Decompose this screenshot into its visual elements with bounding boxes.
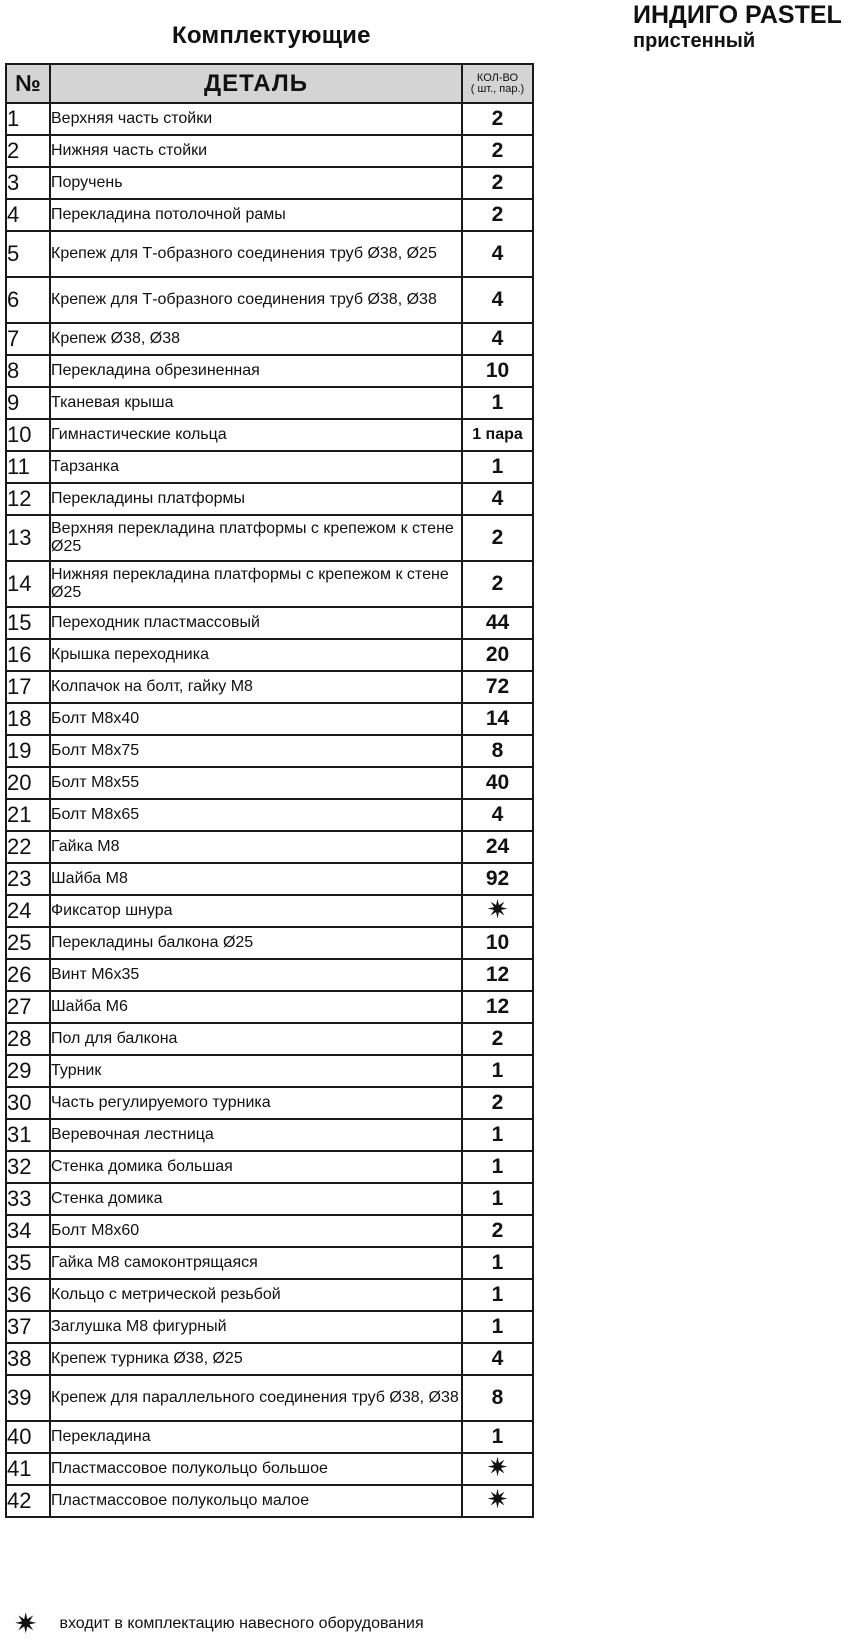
table-row	[6, 1375, 533, 1421]
part-name: Верхняя перекладина платформы с крепежом к стене Ø25	[50, 515, 462, 561]
part-quantity: 10	[462, 355, 533, 387]
row-number: 30	[6, 1087, 50, 1119]
part-name: Болт М8х75	[50, 735, 462, 767]
row-number: 20	[6, 767, 50, 799]
row-number: 26	[6, 959, 50, 991]
table-row	[6, 561, 533, 607]
part-name: Стенка домика большая	[50, 1151, 462, 1183]
part-name: Верхняя часть стойки	[50, 103, 462, 135]
table-row	[6, 607, 533, 639]
part-quantity: 2	[462, 561, 533, 607]
table-row	[6, 671, 533, 703]
part-quantity: 2	[462, 103, 533, 135]
table-row	[6, 199, 533, 231]
part-quantity: 1	[462, 1247, 533, 1279]
table-row	[6, 103, 533, 135]
row-number: 14	[6, 561, 50, 607]
table-row	[6, 863, 533, 895]
part-name: Пластмассовое полукольцо большое	[50, 1453, 462, 1485]
part-quantity: 2	[462, 167, 533, 199]
row-number: 15	[6, 607, 50, 639]
part-name: Крепеж турника Ø38, Ø25	[50, 1343, 462, 1375]
table-header-row	[6, 64, 533, 103]
part-quantity: 4	[462, 483, 533, 515]
row-number: 10	[6, 419, 50, 451]
row-number: 8	[6, 355, 50, 387]
part-name: Нижняя часть стойки	[50, 135, 462, 167]
part-name: Стенка домика	[50, 1183, 462, 1215]
part-quantity: 1	[462, 1183, 533, 1215]
row-number: 23	[6, 863, 50, 895]
part-quantity: 4	[462, 1343, 533, 1375]
row-number: 12	[6, 483, 50, 515]
part-quantity: 2	[462, 1215, 533, 1247]
part-quantity: 12	[462, 959, 533, 991]
part-name: Заглушка М8 фигурный	[50, 1311, 462, 1343]
table-row	[6, 1421, 533, 1453]
row-number: 40	[6, 1421, 50, 1453]
header-part: ДЕТАЛЬ	[50, 64, 462, 103]
part-quantity: 72	[462, 671, 533, 703]
part-quantity: 92	[462, 863, 533, 895]
row-number: 41	[6, 1453, 50, 1485]
part-quantity: 1	[462, 1311, 533, 1343]
row-number: 19	[6, 735, 50, 767]
row-number: 38	[6, 1343, 50, 1375]
row-number: 27	[6, 991, 50, 1023]
row-number: 18	[6, 703, 50, 735]
row-number: 2	[6, 135, 50, 167]
part-quantity: 1	[462, 1421, 533, 1453]
star-icon: ✷	[486, 1451, 509, 1482]
brand-name: ИНДИГО PASTEL	[633, 1, 842, 29]
part-name: Пластмассовое полукольцо малое	[50, 1485, 462, 1517]
part-quantity: 2	[462, 135, 533, 167]
row-number: 24	[6, 895, 50, 927]
part-name: Шайба М6	[50, 991, 462, 1023]
row-number: 29	[6, 1055, 50, 1087]
part-name: Крепеж для Т-образного соединения труб Ø38, Ø38	[50, 277, 462, 323]
part-quantity: 1	[462, 1055, 533, 1087]
part-name: Веревочная лестница	[50, 1119, 462, 1151]
row-number: 5	[6, 231, 50, 277]
part-name: Крышка переходника	[50, 639, 462, 671]
row-number: 21	[6, 799, 50, 831]
table-row	[6, 515, 533, 561]
part-name: Шайба М8	[50, 863, 462, 895]
part-name: Болт М8х60	[50, 1215, 462, 1247]
table-row	[6, 639, 533, 671]
part-name: Колпачок на болт, гайку М8	[50, 671, 462, 703]
part-quantity: 2	[462, 515, 533, 561]
part-name: Крепеж для Т-образного соединения труб Ø38, Ø25	[50, 231, 462, 277]
part-quantity: 1	[462, 1279, 533, 1311]
part-quantity: 2	[462, 1087, 533, 1119]
table-row	[6, 135, 533, 167]
part-name: Перекладины платформы	[50, 483, 462, 515]
part-quantity: 40	[462, 767, 533, 799]
row-number: 25	[6, 927, 50, 959]
part-name: Перекладина	[50, 1421, 462, 1453]
row-number: 32	[6, 1151, 50, 1183]
part-name: Переходник пластмассовый	[50, 607, 462, 639]
part-name: Крепеж Ø38, Ø38	[50, 323, 462, 355]
part-name: Перекладина обрезиненная	[50, 355, 462, 387]
header-quantity-line2: ( шт., пар.)	[470, 82, 525, 95]
star-icon	[462, 1453, 533, 1485]
table-row	[6, 1453, 533, 1485]
table-row	[6, 1151, 533, 1183]
row-number: 37	[6, 1311, 50, 1343]
part-quantity: 14	[462, 703, 533, 735]
row-number: 17	[6, 671, 50, 703]
row-number: 4	[6, 199, 50, 231]
part-name: Крепеж для параллельного соединения труб Ø38, Ø38	[50, 1375, 462, 1421]
table-row	[6, 451, 533, 483]
table-row	[6, 895, 533, 927]
footnote	[14, 1608, 424, 1639]
part-quantity: 8	[462, 735, 533, 767]
part-quantity: 8	[462, 1375, 533, 1421]
part-quantity: 1 пара	[462, 419, 533, 451]
table-row	[6, 703, 533, 735]
table-row	[6, 991, 533, 1023]
part-name: Перекладины балкона Ø25	[50, 927, 462, 959]
table-row	[6, 767, 533, 799]
row-number: 3	[6, 167, 50, 199]
table-row	[6, 323, 533, 355]
table-row	[6, 959, 533, 991]
part-name: Гайка М8	[50, 831, 462, 863]
star-icon	[462, 895, 533, 927]
star-icon: ✷	[486, 1483, 509, 1514]
table-row	[6, 1183, 533, 1215]
part-name: Гайка М8 самоконтрящаяся	[50, 1247, 462, 1279]
part-quantity: 10	[462, 927, 533, 959]
part-name: Фиксатор шнура	[50, 895, 462, 927]
table-row	[6, 231, 533, 277]
part-quantity: 1	[462, 1151, 533, 1183]
row-number: 35	[6, 1247, 50, 1279]
part-quantity: 4	[462, 799, 533, 831]
star-icon: ✷	[14, 1608, 38, 1639]
part-quantity: 1	[462, 387, 533, 419]
part-name: Тканевая крыша	[50, 387, 462, 419]
part-name: Болт М8х40	[50, 703, 462, 735]
part-quantity: 20	[462, 639, 533, 671]
table-row	[6, 831, 533, 863]
part-name: Тарзанка	[50, 451, 462, 483]
part-name: Болт М8х65	[50, 799, 462, 831]
star-icon	[462, 1485, 533, 1517]
part-name: Пол для балкона	[50, 1023, 462, 1055]
row-number: 42	[6, 1485, 50, 1517]
table-row	[6, 927, 533, 959]
part-quantity: 4	[462, 231, 533, 277]
row-number: 7	[6, 323, 50, 355]
brand-subtitle: пристенный	[633, 30, 756, 52]
row-number: 33	[6, 1183, 50, 1215]
footnote-text: входит в комплектацию навесного оборудования	[59, 1615, 424, 1632]
part-quantity: 4	[462, 323, 533, 355]
part-quantity: 1	[462, 451, 533, 483]
part-name: Турник	[50, 1055, 462, 1087]
table-row	[6, 355, 533, 387]
part-quantity: 12	[462, 991, 533, 1023]
part-name: Болт М8х55	[50, 767, 462, 799]
table-row	[6, 387, 533, 419]
star-icon: ✷	[486, 893, 509, 924]
row-number: 36	[6, 1279, 50, 1311]
page-title: Комплектующие	[172, 22, 371, 49]
table-row	[6, 1055, 533, 1087]
header-quantity	[462, 64, 533, 103]
row-number: 11	[6, 451, 50, 483]
row-number: 6	[6, 277, 50, 323]
table-row	[6, 799, 533, 831]
part-name: Винт М6х35	[50, 959, 462, 991]
table-row	[6, 1247, 533, 1279]
table-row	[6, 1485, 533, 1517]
part-name: Кольцо с метрической резьбой	[50, 1279, 462, 1311]
table-row	[6, 1023, 533, 1055]
row-number: 1	[6, 103, 50, 135]
row-number: 22	[6, 831, 50, 863]
row-number: 39	[6, 1375, 50, 1421]
part-quantity: 2	[462, 1023, 533, 1055]
part-name: Нижняя перекладина платформы с крепежом к стене Ø25	[50, 561, 462, 607]
row-number: 31	[6, 1119, 50, 1151]
table-row	[6, 1343, 533, 1375]
row-number: 13	[6, 515, 50, 561]
part-quantity: 2	[462, 199, 533, 231]
row-number: 28	[6, 1023, 50, 1055]
row-number: 9	[6, 387, 50, 419]
table-row	[6, 1119, 533, 1151]
parts-table	[5, 63, 534, 1518]
table-row	[6, 1215, 533, 1247]
header-quantity-line1: КОЛ-ВО	[476, 71, 519, 84]
part-name: Часть регулируемого турника	[50, 1087, 462, 1119]
header-number: №	[6, 64, 50, 103]
part-name: Поручень	[50, 167, 462, 199]
row-number: 34	[6, 1215, 50, 1247]
part-quantity: 44	[462, 607, 533, 639]
table-row	[6, 1311, 533, 1343]
part-quantity: 1	[462, 1119, 533, 1151]
part-quantity: 4	[462, 277, 533, 323]
part-quantity: 24	[462, 831, 533, 863]
table-row	[6, 277, 533, 323]
part-name: Перекладина потолочной рамы	[50, 199, 462, 231]
part-name: Гимнастические кольца	[50, 419, 462, 451]
table-row	[6, 1279, 533, 1311]
table-row	[6, 419, 533, 451]
table-row	[6, 167, 533, 199]
row-number: 16	[6, 639, 50, 671]
table-row	[6, 483, 533, 515]
table-row	[6, 735, 533, 767]
table-row	[6, 1087, 533, 1119]
